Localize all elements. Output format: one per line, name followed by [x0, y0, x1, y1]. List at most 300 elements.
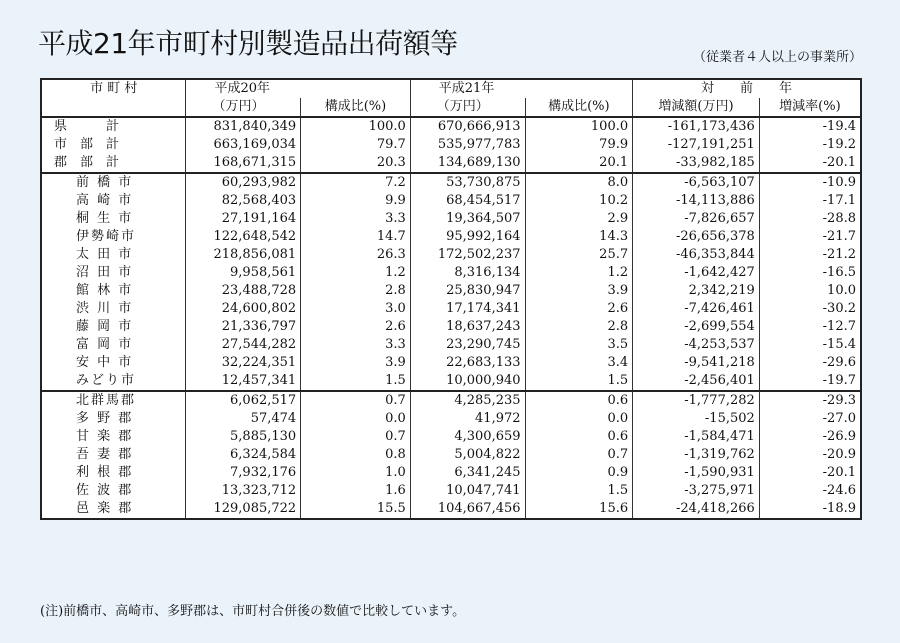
h21-ratio-cell-text: 0.9 [607, 465, 629, 480]
header-h20-ratio: 構成比(%) [301, 98, 411, 117]
h20-ratio-cell-text: 1.2 [385, 265, 406, 280]
header-municipality: 市 町 村 [90, 81, 138, 96]
change-amount-cell-text: -7,426,461 [684, 301, 755, 316]
header-comparison: 対 前 年 [633, 79, 861, 98]
change-rate-cell-text: 10.0 [827, 283, 856, 298]
h20-amount-cell [186, 136, 301, 154]
change-rate-cell-text: -28.8 [822, 211, 856, 226]
municipality-cell [41, 318, 186, 336]
h21-ratio-cell [525, 336, 633, 354]
h20-amount-cell [186, 354, 301, 372]
h20-amount-cell-text: 218,856,081 [213, 247, 297, 262]
change-rate-cell-text: -18.9 [822, 501, 856, 516]
table-row [41, 318, 861, 336]
h21-amount-cell-text: 5,004,822 [454, 447, 521, 462]
h20-amount-cell [186, 282, 301, 300]
municipality-cell [41, 228, 186, 246]
change-rate-cell-text: -21.7 [822, 229, 856, 244]
h21-amount-cell [410, 372, 525, 391]
h21-amount-cell-text: 4,285,235 [454, 393, 521, 408]
change-amount-cell [633, 446, 760, 464]
page-subtitle: （従業者４人以上の事業所） [692, 50, 862, 65]
h21-amount-cell [410, 192, 525, 210]
h21-amount-cell-text: 19,364,507 [446, 211, 521, 226]
page-title: 平成21年市町村別製造品出荷額等 [38, 27, 458, 60]
change-rate-cell-text: -26.9 [822, 429, 856, 444]
change-amount-cell-text: -2,456,401 [684, 373, 755, 388]
h21-amount-cell-text: 172,502,237 [437, 247, 521, 262]
h21-ratio-cell-text: 0.7 [607, 447, 629, 462]
h21-ratio-cell [525, 446, 633, 464]
municipality-cell-text: 前 橋 市 [76, 175, 134, 190]
municipality-cell-text: 県 計 [54, 119, 120, 134]
change-amount-cell-text: -127,191,251 [667, 137, 755, 152]
h21-ratio-cell-text: 1.2 [607, 265, 629, 280]
municipality-cell-text: 多 野 郡 [76, 411, 134, 426]
header-h20-yen: （万円） [186, 98, 301, 117]
change-rate-cell-text: -20.1 [822, 465, 856, 480]
change-rate-cell [759, 282, 861, 300]
h20-amount-cell [186, 410, 301, 428]
h20-ratio-cell-text: 0.0 [385, 411, 406, 426]
change-rate-cell-text: -19.7 [822, 373, 856, 388]
h21-amount-cell [410, 300, 525, 318]
change-rate-cell [759, 173, 861, 192]
h20-amount-cell [186, 264, 301, 282]
municipality-cell-text: 利 根 郡 [76, 465, 134, 480]
change-amount-cell-text: -7,826,657 [684, 211, 755, 226]
change-rate-cell [759, 354, 861, 372]
h21-ratio-cell-text: 14.3 [599, 229, 629, 244]
change-amount-cell [633, 136, 760, 154]
h21-ratio-cell [525, 300, 633, 318]
change-amount-cell-text: -6,563,107 [684, 175, 755, 190]
change-rate-cell [759, 154, 861, 173]
municipality-cell-text: 渋 川 市 [76, 301, 134, 316]
h21-amount-cell-text: 10,047,741 [446, 483, 521, 498]
h20-ratio-cell [301, 500, 411, 519]
municipality-cell [41, 192, 186, 210]
change-amount-cell [633, 300, 760, 318]
table-row [41, 300, 861, 318]
municipality-cell [41, 482, 186, 500]
municipality-cell [41, 210, 186, 228]
h20-amount-cell [186, 210, 301, 228]
change-rate-cell-text: -30.2 [822, 301, 856, 316]
table-row [41, 264, 861, 282]
h21-amount-cell-text: 41,972 [475, 411, 521, 426]
municipality-cell [41, 500, 186, 519]
municipality-cell [41, 336, 186, 354]
h20-ratio-cell-text: 2.6 [385, 319, 406, 334]
h20-amount-cell [186, 391, 301, 410]
change-rate-cell-text: -27.0 [822, 411, 856, 426]
h21-ratio-cell [525, 154, 633, 173]
h20-ratio-cell [301, 428, 411, 446]
change-amount-cell-text: -3,275,971 [684, 483, 755, 498]
municipality-cell [41, 428, 186, 446]
h20-amount-cell-text: 9,958,561 [230, 265, 297, 280]
h20-ratio-cell [301, 173, 411, 192]
header-change-amount: 増減額(万円) [633, 98, 760, 117]
municipality-cell-text: 沼 田 市 [76, 265, 134, 280]
change-rate-cell [759, 136, 861, 154]
h20-ratio-cell [301, 318, 411, 336]
municipality-cell-text: 富 岡 市 [76, 337, 134, 352]
h20-amount-cell-text: 122,648,542 [213, 229, 297, 244]
table-row [41, 154, 861, 173]
change-amount-cell [633, 372, 760, 391]
h21-amount-cell [410, 173, 525, 192]
change-amount-cell [633, 282, 760, 300]
change-rate-cell [759, 210, 861, 228]
municipality-cell [41, 391, 186, 410]
municipality-cell-text: 邑 楽 郡 [76, 501, 134, 516]
h21-amount-cell-text: 104,667,456 [437, 501, 521, 516]
change-rate-cell-text: -12.7 [822, 319, 856, 334]
h20-ratio-cell [301, 410, 411, 428]
h20-amount-cell [186, 300, 301, 318]
h21-ratio-cell [525, 410, 633, 428]
change-amount-cell [633, 117, 760, 136]
municipality-cell-text: 市 部 計 [54, 137, 120, 152]
h20-ratio-cell [301, 464, 411, 482]
change-amount-cell-text: -4,253,537 [684, 337, 755, 352]
municipality-cell-text: 北群馬郡 [76, 393, 137, 408]
h21-amount-cell-text: 10,000,940 [446, 373, 521, 388]
h21-ratio-cell-text: 0.6 [607, 393, 629, 408]
h20-ratio-cell-text: 0.7 [385, 393, 406, 408]
h20-amount-cell-text: 663,169,034 [213, 137, 297, 152]
h21-ratio-cell-text: 20.1 [599, 155, 629, 170]
change-amount-cell [633, 154, 760, 173]
table-row [41, 246, 861, 264]
change-amount-cell-text: -26,656,378 [675, 229, 755, 244]
h20-ratio-cell-text: 79.7 [376, 137, 406, 152]
h20-ratio-cell-text: 3.0 [385, 301, 406, 316]
h20-ratio-cell [301, 192, 411, 210]
change-amount-cell [633, 246, 760, 264]
h20-amount-cell [186, 446, 301, 464]
h20-amount-cell [186, 464, 301, 482]
h21-amount-cell-text: 23,290,745 [446, 337, 521, 352]
h21-ratio-cell-text: 3.9 [607, 283, 629, 298]
municipality-cell-text: 安 中 市 [76, 355, 134, 370]
municipality-cell-text: 佐 波 郡 [76, 483, 134, 498]
table-row [41, 446, 861, 464]
h21-ratio-cell [525, 117, 633, 136]
footnote: (注)前橋市、高崎市、多野郡は、市町村合併後の数値で比較しています。 [40, 604, 466, 619]
change-amount-cell-text: -24,418,266 [675, 501, 755, 516]
h21-amount-cell [410, 282, 525, 300]
h21-ratio-cell [525, 464, 633, 482]
municipality-cell [41, 136, 186, 154]
h21-amount-cell-text: 18,637,243 [446, 319, 521, 334]
change-rate-cell-text: -20.9 [822, 447, 856, 462]
table-row [41, 336, 861, 354]
h21-ratio-cell-text: 25.7 [599, 247, 629, 262]
h20-amount-cell-text: 6,324,584 [230, 447, 297, 462]
change-rate-cell-text: -17.1 [822, 193, 856, 208]
change-amount-cell-text: -1,584,471 [684, 429, 755, 444]
change-rate-cell [759, 372, 861, 391]
h21-amount-cell [410, 154, 525, 173]
header-change-rate: 増減率(%) [759, 98, 861, 117]
h20-ratio-cell-text: 0.8 [385, 447, 406, 462]
municipality-cell [41, 446, 186, 464]
table-row [41, 192, 861, 210]
h21-amount-cell [410, 117, 525, 136]
change-amount-cell-text: -46,353,844 [675, 247, 755, 262]
change-rate-cell-text: -24.6 [822, 483, 856, 498]
h21-ratio-cell [525, 192, 633, 210]
h20-ratio-cell-text: 1.5 [385, 373, 406, 388]
h20-amount-cell [186, 154, 301, 173]
change-amount-cell-text: -1,642,427 [684, 265, 755, 280]
table-row [41, 210, 861, 228]
change-rate-cell [759, 410, 861, 428]
h21-ratio-cell-text: 3.5 [607, 337, 629, 352]
change-amount-cell [633, 264, 760, 282]
h21-amount-cell [410, 354, 525, 372]
h20-ratio-cell-text: 26.3 [376, 247, 406, 262]
h21-ratio-cell [525, 318, 633, 336]
change-rate-cell-text: -29.3 [822, 393, 856, 408]
h20-amount-cell-text: 831,840,349 [213, 119, 297, 134]
table-row [41, 228, 861, 246]
change-amount-cell-text: -9,541,218 [684, 355, 755, 370]
h20-ratio-cell-text: 100.0 [368, 119, 406, 134]
municipality-cell [41, 464, 186, 482]
change-rate-cell [759, 192, 861, 210]
h20-amount-cell [186, 246, 301, 264]
municipality-cell-text: 吾 妻 郡 [76, 447, 134, 462]
h21-ratio-cell-text: 15.6 [599, 501, 629, 516]
change-rate-cell [759, 117, 861, 136]
change-amount-cell [633, 464, 760, 482]
h21-amount-cell [410, 228, 525, 246]
change-amount-cell-text: -14,113,886 [675, 193, 755, 208]
h21-amount-cell [410, 210, 525, 228]
h20-amount-cell-text: 13,323,712 [221, 483, 297, 498]
municipality-cell [41, 246, 186, 264]
change-amount-cell-text: 2,342,219 [688, 283, 755, 298]
h21-amount-cell-text: 17,174,341 [446, 301, 521, 316]
h21-amount-cell-text: 53,730,875 [446, 175, 521, 190]
h20-amount-cell [186, 428, 301, 446]
h21-amount-cell-text: 4,300,659 [454, 429, 521, 444]
change-rate-cell-text: -21.2 [822, 247, 856, 262]
municipality-cell [41, 354, 186, 372]
table-row [41, 464, 861, 482]
change-amount-cell [633, 354, 760, 372]
h20-amount-cell [186, 482, 301, 500]
change-rate-cell [759, 500, 861, 519]
h20-ratio-cell [301, 300, 411, 318]
change-rate-cell [759, 246, 861, 264]
h21-ratio-cell-text: 3.4 [607, 355, 629, 370]
change-rate-cell [759, 391, 861, 410]
h20-ratio-cell-text: 2.8 [385, 283, 406, 298]
municipality-cell-text: 桐 生 市 [76, 211, 134, 226]
h20-ratio-cell [301, 482, 411, 500]
h21-amount-cell-text: 68,454,517 [446, 193, 521, 208]
h20-ratio-cell-text: 15.5 [376, 501, 406, 516]
h20-ratio-cell [301, 117, 411, 136]
change-amount-cell [633, 391, 760, 410]
header-h20: 平成20年 [186, 79, 410, 98]
shipment-table [40, 78, 862, 520]
h21-ratio-cell-text: 1.5 [607, 373, 629, 388]
h20-ratio-cell [301, 264, 411, 282]
table-row [41, 500, 861, 519]
h20-amount-cell-text: 21,336,797 [221, 319, 297, 334]
h20-amount-cell-text: 57,474 [250, 411, 297, 426]
h20-ratio-cell [301, 246, 411, 264]
change-rate-cell [759, 228, 861, 246]
table-row [41, 482, 861, 500]
h21-ratio-cell [525, 246, 633, 264]
h21-ratio-cell [525, 372, 633, 391]
municipality-cell [41, 372, 186, 391]
h21-amount-cell [410, 264, 525, 282]
header-row-2 [41, 98, 861, 117]
h21-amount-cell-text: 6,341,245 [454, 465, 521, 480]
change-rate-cell [759, 300, 861, 318]
h21-amount-cell [410, 464, 525, 482]
table-row [41, 117, 861, 136]
h21-ratio-cell-text: 0.0 [607, 411, 629, 426]
h20-ratio-cell [301, 210, 411, 228]
table-row [41, 282, 861, 300]
change-amount-cell-text: -2,699,554 [684, 319, 755, 334]
change-rate-cell-text: -16.5 [822, 265, 856, 280]
table-row [41, 372, 861, 391]
municipality-cell-text: 藤 岡 市 [76, 319, 134, 334]
table-row [41, 410, 861, 428]
change-amount-cell [633, 173, 760, 192]
h21-ratio-cell-text: 100.0 [590, 119, 629, 134]
h20-amount-cell [186, 500, 301, 519]
h21-ratio-cell [525, 354, 633, 372]
municipality-cell [41, 410, 186, 428]
h21-ratio-cell-text: 2.8 [607, 319, 629, 334]
change-amount-cell [633, 410, 760, 428]
municipality-cell-text: 伊勢崎市 [76, 229, 137, 244]
header-blank [41, 98, 186, 117]
h20-ratio-cell [301, 446, 411, 464]
change-amount-cell [633, 228, 760, 246]
h21-ratio-cell [525, 264, 633, 282]
table-row [41, 173, 861, 192]
change-amount-cell-text: -33,982,185 [675, 155, 755, 170]
h21-ratio-cell [525, 391, 633, 410]
h21-amount-cell-text: 535,977,783 [437, 137, 521, 152]
change-amount-cell [633, 192, 760, 210]
change-amount-cell-text: -1,319,762 [684, 447, 755, 462]
h20-amount-cell-text: 168,671,315 [213, 155, 297, 170]
h20-ratio-cell [301, 336, 411, 354]
h20-ratio-cell [301, 391, 411, 410]
h20-ratio-cell-text: 3.3 [385, 337, 406, 352]
change-amount-cell-text: -161,173,436 [667, 119, 755, 134]
h20-ratio-cell-text: 3.9 [385, 355, 406, 370]
h21-amount-cell [410, 410, 525, 428]
h21-amount-cell-text: 670,666,913 [437, 119, 521, 134]
table-row [41, 136, 861, 154]
change-rate-cell-text: -19.4 [822, 119, 856, 134]
h20-amount-cell-text: 24,600,802 [221, 301, 297, 316]
h20-amount-cell-text: 6,062,517 [230, 393, 297, 408]
header-h21-ratio: 構成比(%) [525, 98, 633, 117]
h20-amount-cell-text: 60,293,982 [221, 175, 297, 190]
change-amount-cell-text: -1,590,931 [684, 465, 755, 480]
h21-ratio-cell [525, 428, 633, 446]
h21-ratio-cell [525, 282, 633, 300]
h20-ratio-cell [301, 228, 411, 246]
h21-amount-cell [410, 246, 525, 264]
change-rate-cell [759, 318, 861, 336]
change-amount-cell [633, 428, 760, 446]
change-rate-cell-text: -19.2 [822, 137, 856, 152]
table-row [41, 391, 861, 410]
change-rate-cell [759, 428, 861, 446]
municipality-cell [41, 264, 186, 282]
h21-amount-cell [410, 446, 525, 464]
h21-amount-cell-text: 134,689,130 [437, 155, 521, 170]
change-rate-cell-text: -29.6 [822, 355, 856, 370]
h20-ratio-cell [301, 372, 411, 391]
h20-ratio-cell [301, 282, 411, 300]
h21-amount-cell-text: 95,992,164 [446, 229, 521, 244]
h21-amount-cell-text: 8,316,134 [454, 265, 521, 280]
h21-ratio-cell [525, 228, 633, 246]
h21-ratio-cell [525, 500, 633, 519]
h21-amount-cell [410, 336, 525, 354]
change-rate-cell [759, 264, 861, 282]
h20-ratio-cell [301, 136, 411, 154]
h20-amount-cell-text: 82,568,403 [221, 193, 297, 208]
h20-amount-cell-text: 27,191,164 [221, 211, 297, 226]
h20-amount-cell-text: 32,224,351 [221, 355, 297, 370]
change-rate-cell-text: -10.9 [822, 175, 856, 190]
h21-amount-cell [410, 136, 525, 154]
change-rate-cell-text: -20.1 [822, 155, 856, 170]
change-rate-cell [759, 336, 861, 354]
change-amount-cell [633, 210, 760, 228]
change-rate-cell [759, 446, 861, 464]
table-row [41, 428, 861, 446]
h21-amount-cell [410, 391, 525, 410]
header-row-1 [41, 79, 861, 98]
municipality-cell-text: 太 田 市 [76, 247, 134, 262]
h21-ratio-cell-text: 79.9 [599, 137, 629, 152]
municipality-cell-text: 館 林 市 [76, 283, 134, 298]
municipality-cell [41, 117, 186, 136]
h21-ratio-cell-text: 1.5 [607, 483, 629, 498]
municipality-cell [41, 300, 186, 318]
h20-ratio-cell-text: 0.7 [385, 429, 406, 444]
municipality-cell-text: 高 崎 市 [76, 193, 134, 208]
municipality-cell [41, 282, 186, 300]
change-amount-cell [633, 482, 760, 500]
header-h21: 平成21年 [410, 79, 632, 98]
municipality-cell [41, 173, 186, 192]
change-amount-cell [633, 336, 760, 354]
h21-ratio-cell [525, 482, 633, 500]
h20-amount-cell [186, 228, 301, 246]
h21-amount-cell-text: 22,683,133 [446, 355, 521, 370]
